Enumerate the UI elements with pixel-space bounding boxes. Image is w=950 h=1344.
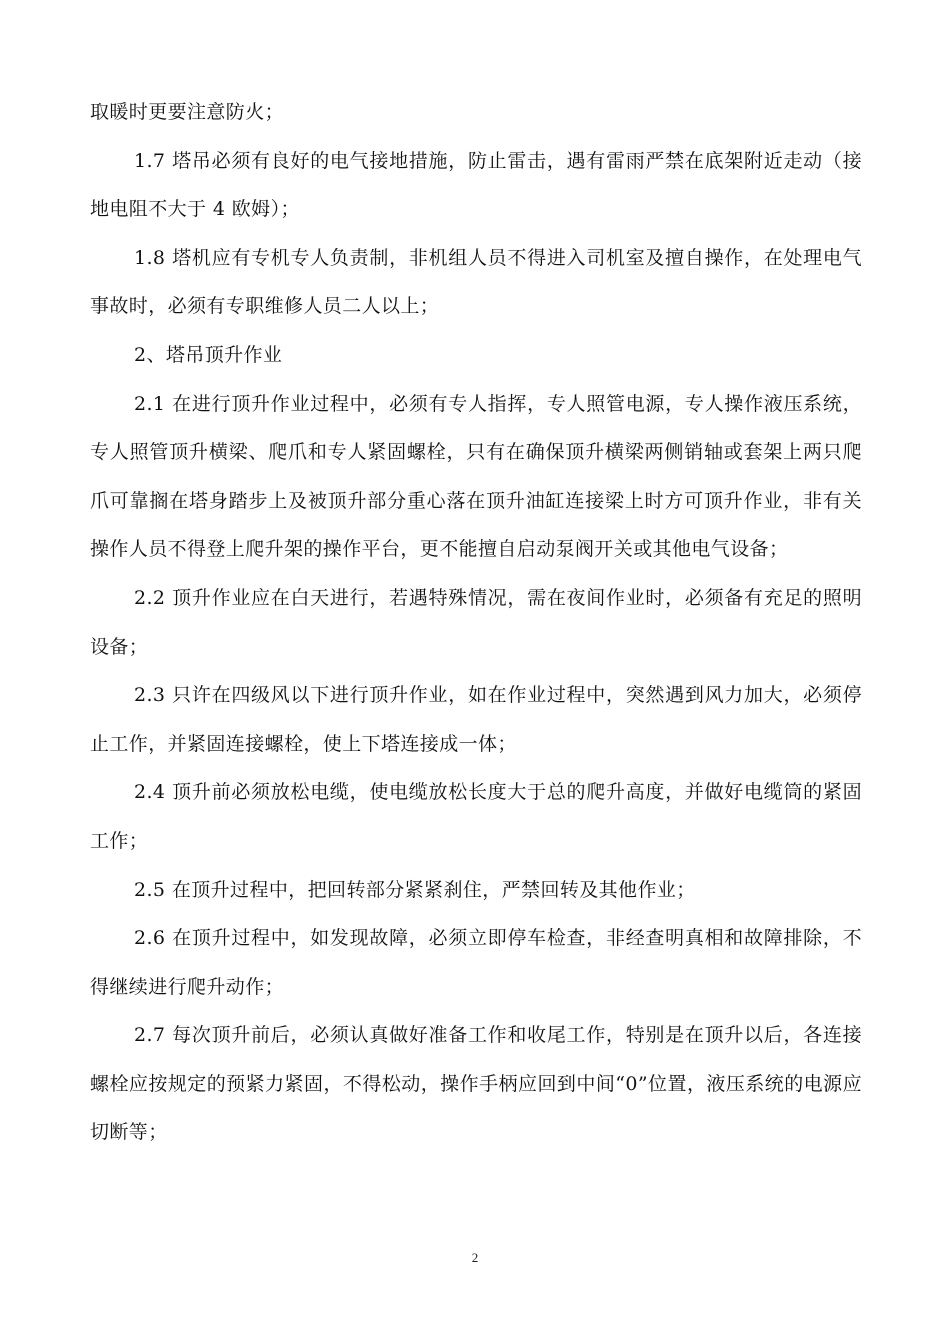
paragraph-2-4: 2.4 顶升前必须放松电缆，使电缆放松长度大于总的爬升高度，并做好电缆筒的紧固工作； bbox=[90, 781, 862, 852]
paragraph-2-2: 2.2 顶升作业应在白天进行，若遇特殊情况，需在夜间作业时，必须备有充足的照明设备； bbox=[90, 586, 862, 658]
paragraph-2-7: 2.7 每次顶升前后，必须认真做好准备工作和收尾工作，特别是在顶升以后，各连接螺栓应按规定的预紧力紧固，不得松动，操作手柄应回到中间“0”位置，液压系统的电源应切断等； bbox=[90, 1024, 862, 1144]
section-heading-2: 2、塔吊顶升作业 bbox=[134, 343, 283, 366]
paragraph-1-8: 1.8 塔机应有专机专人负责制，非机组人员不得进入司机室及擅自操作，在处理电气事故时，必须有专职维修人员二人以上； bbox=[90, 246, 862, 318]
paragraph-2-6: 2.6 在顶升过程中，如发现故障，必须立即停车检查，非经查明真相和故障排除，不得继续进行爬升动作； bbox=[90, 927, 862, 998]
paragraph-1-7: 1.7 塔吊必须有良好的电气接地措施，防止雷击，遇有雷雨严禁在底架附近走动（接地电阻不大于 4 欧姆）； bbox=[90, 149, 862, 221]
page-number: 2 bbox=[471, 1250, 479, 1265]
paragraph-continuation: 取暖时更要注意防火； bbox=[90, 101, 285, 123]
paragraph-2-5: 2.5 在顶升过程中，把回转部分紧紧刹住，严禁回转及其他作业； bbox=[134, 878, 696, 901]
paragraph-2-1: 2.1 在进行顶升作业过程中，必须有专人指挥，专人照管电源，专人操作液压系统，专人照管顶升横梁、爬爪和专人紧固螺栓，只有在确保顶升横梁两侧销轴或套架上两只爬爪可靠搁在塔身踏步上及被顶升部分重心落在顶升油缸连接梁上时方可顶升作业，非有关操作人员不得登上爬升架的操作平台，更不能擅自启动泵阀开关或其他电气设备； bbox=[90, 392, 862, 561]
paragraph-2-3: 2.3 只许在四级风以下进行顶升作业，如在作业过程中，突然遇到风力加大，必须停止工作，并紧固连接螺栓，使上下塔连接成一体； bbox=[90, 684, 862, 755]
document-body bbox=[90, 88, 862, 1157]
